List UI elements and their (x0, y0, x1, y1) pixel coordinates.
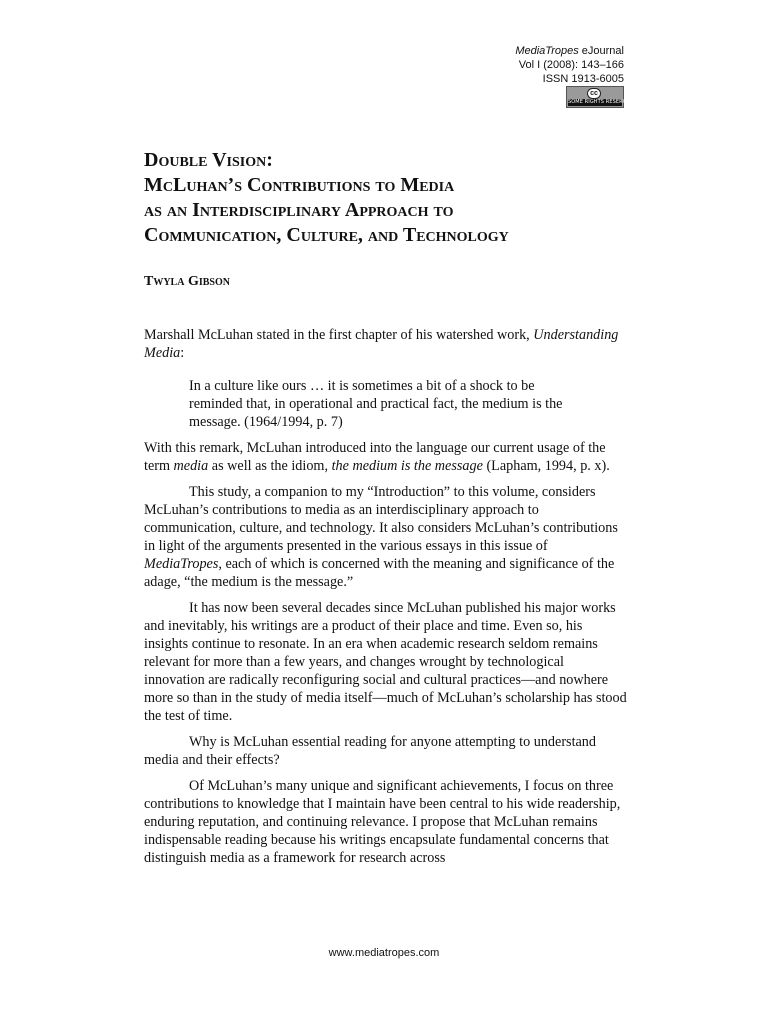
creative-commons-icon: cc (587, 88, 601, 99)
article-title (144, 148, 644, 248)
title-line: Communication, Culture, and Technology (144, 224, 509, 246)
paragraph-6: Of McLuhan’s many unique and significant achievements, I focus on three contributions to knowledge that I maintain have been central to his wide readership, enduring reputation, and continuing relevance. I propose that McLuhan remains indispensable reading because his writings encapsulate fundamental concerns that distinguish media as a framework for research across (144, 778, 621, 866)
italic-term: the medium is the message (331, 458, 483, 474)
article-author: Twyla Gibson (144, 274, 230, 289)
journal-name: MediaTropes (515, 45, 579, 57)
title-line: as an Interdisciplinary Approach to (144, 199, 454, 221)
journal-suffix: eJournal (578, 45, 624, 57)
paragraph-5: Why is McLuhan essential reading for anyone attempting to understand media and their effects? (144, 734, 596, 768)
paragraph-1 (144, 326, 628, 362)
paragraph-4: It has now been several decades since McLuhan published his major works and inevitably, his writings are a product of their place and time. Even so, his insights continue to resonate. In an era when academic research seldom remains relevant for more than a few years, and changes wrought by technological innovation are radically reconfiguring social and cultural practices—and nowhere more so than in the study of media itself—much of McLuhan’s scholarship has stood the test of time. (144, 600, 627, 724)
title-line: McLuhan’s Contributions to Media (144, 174, 455, 196)
paragraph-text: (Lapham, 1994, p. x). (482, 458, 610, 474)
paragraph-text: , each of which is concerned with the meaning and significance of the adage, “the medium is the message.” (144, 556, 615, 590)
creative-commons-license-badge[interactable] (566, 86, 634, 108)
paragraph-2 (144, 439, 628, 475)
italic-term: media (173, 458, 209, 474)
paragraph-3 (144, 483, 628, 591)
journal-volume: Vol I (2008): 143–166 (518, 59, 624, 71)
article-body (144, 326, 628, 867)
book-title: Understanding Media (144, 327, 619, 361)
journal-issn: ISSN 1913-6005 (542, 73, 624, 85)
paragraph-text: as well as the idiom, (208, 458, 332, 474)
license-text: SOME RIGHTS RESERVED (568, 99, 634, 105)
paragraph-text: This study, a companion to my “Introduction” to this volume, considers McLuhan’s contributions to media as an interdisciplinary approach to communication, culture, and technology. It also considers McLuhan’s contributions in light of the arguments presented in the various essays in this issue of (144, 484, 618, 554)
journal-name-line (515, 44, 624, 58)
journal-header (515, 44, 624, 86)
footer-url[interactable]: www.mediatropes.com (328, 947, 440, 959)
paragraph-text: With this remark, McLuhan introduced into the language our current usage of the term (144, 440, 606, 474)
journal-title-italic: MediaTropes (144, 556, 219, 572)
paragraph-text: : (180, 345, 185, 361)
block-quote: In a culture like ours … it is sometimes a bit of a shock to be reminded that, in operational and practical fact, the medium is the message. (1964/1994, p. 7) (189, 378, 563, 430)
title-line: Double Vision: (144, 149, 273, 171)
paragraph-text: Marshall McLuhan stated in the first chapter of his watershed work, (144, 327, 534, 343)
